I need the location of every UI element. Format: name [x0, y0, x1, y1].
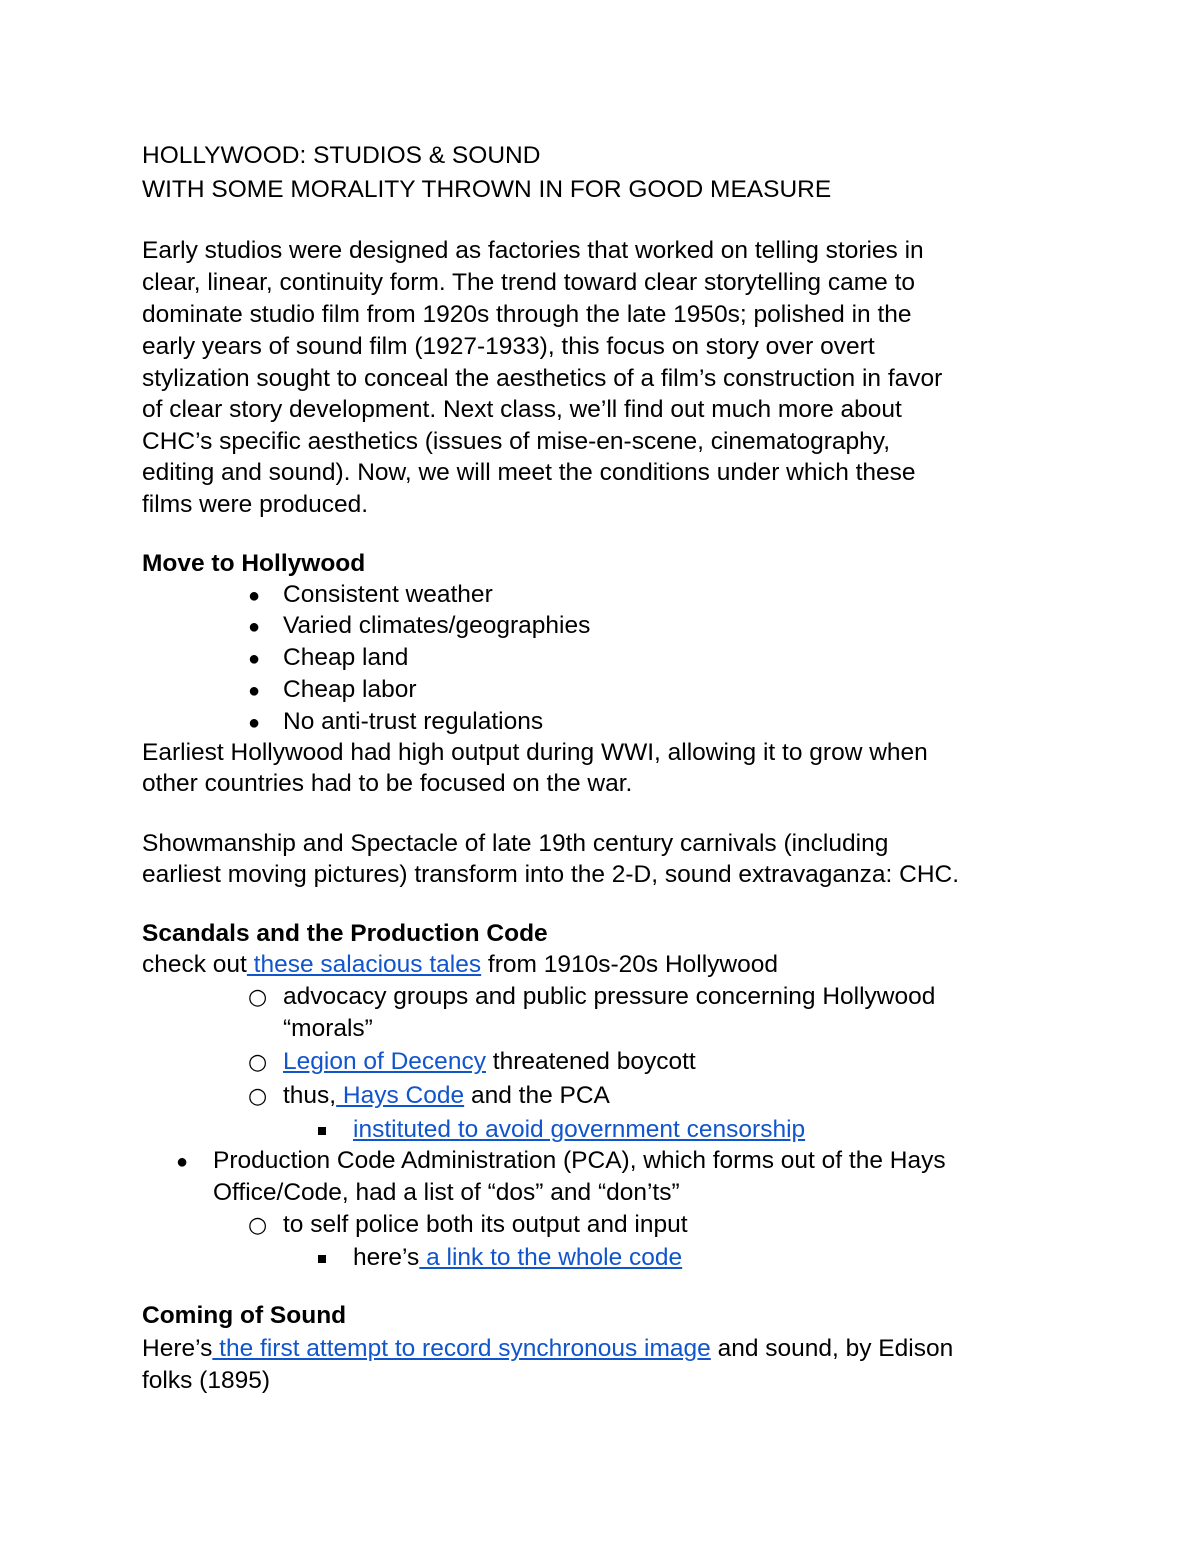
list-item — [353, 1114, 805, 1146]
list-item — [353, 1242, 682, 1274]
sound-line: folks (1895) — [142, 1367, 271, 1394]
intro-line: clear, linear, continuity form. The trend toward clear storytelling came to — [142, 269, 916, 296]
avoid-censorship-link[interactable]: instituted to avoid government censorship — [353, 1116, 806, 1143]
list-item-text: threatened boycott — [485, 1048, 696, 1075]
intro-line: of clear story development. Next class, we’ll find out much more about — [142, 396, 902, 423]
bullet-icon: ● — [248, 616, 261, 638]
list-item-text: here’s — [353, 1244, 420, 1271]
bullet-icon: ● — [176, 1151, 189, 1173]
whole-code-link[interactable]: a link to the whole code — [419, 1244, 683, 1271]
doc-title-line-2: WITH SOME MORALITY THROWN IN FOR GOOD MEASURE — [142, 176, 832, 203]
bullet-icon: ● — [248, 585, 261, 607]
list-item: Cheap land — [283, 644, 409, 671]
section-heading-scandals: Scandals and the Production Code — [142, 920, 548, 947]
list-item: to self police both its output and input — [283, 1211, 688, 1238]
hays-code-link[interactable]: Hays Code — [336, 1082, 465, 1109]
list-item: Consistent weather — [283, 581, 493, 608]
paragraph-line: earliest moving pictures) transform into the 2-D, sound extravaganza: CHC. — [142, 861, 960, 888]
paragraph-line: Showmanship and Spectacle of late 19th century carnivals (including — [142, 830, 889, 857]
list-item: Varied climates/geographies — [283, 612, 591, 639]
synchronous-image-link[interactable]: the first attempt to record synchronous image — [212, 1335, 711, 1362]
list-item — [283, 1046, 696, 1078]
list-item: Cheap labor — [283, 676, 417, 703]
bullet-icon: ● — [248, 712, 261, 734]
salacious-tales-link[interactable]: these salacious tales — [246, 951, 482, 978]
square-bullet-icon — [318, 1242, 326, 1274]
sound-line — [142, 1333, 953, 1365]
list-item: advocacy groups and public pressure concerning Hollywood — [283, 983, 936, 1010]
list-item-text: thus, — [283, 1082, 337, 1109]
intro-line: editing and sound). Now, we will meet the conditions under which these — [142, 459, 916, 486]
intro-line: CHC’s specific aesthetics (issues of mise-en-scene, cinematography, — [142, 428, 891, 455]
paragraph-line: Earliest Hollywood had high output during WWI, allowing it to grow when — [142, 739, 928, 766]
paragraph-line: other countries had to be focused on the war. — [142, 770, 633, 797]
section-heading-sound: Coming of Sound — [142, 1302, 347, 1329]
legion-of-decency-link[interactable]: Legion of Decency — [283, 1048, 486, 1075]
intro-line: Early studios were designed as factories that worked on telling stories in — [142, 237, 924, 264]
doc-title-line-1: HOLLYWOOD: STUDIOS & SOUND — [142, 142, 541, 169]
check-out-line — [142, 949, 778, 981]
check-out-text: check out — [142, 951, 247, 978]
section-heading-move: Move to Hollywood — [142, 550, 366, 577]
intro-line: stylization sought to conceal the aesthetics of a film’s construction in favor — [142, 365, 943, 392]
list-item-continuation: “morals” — [283, 1015, 373, 1042]
bullet-icon: ● — [248, 680, 261, 702]
list-item-text: and the PCA — [464, 1082, 610, 1109]
list-item — [283, 1080, 610, 1112]
intro-line: early years of sound film (1927-1933), this focus on story over overt — [142, 333, 875, 360]
intro-line: dominate studio film from 1920s through the late 1950s; polished in the — [142, 301, 912, 328]
circle-bullet-icon: ○ — [248, 1084, 268, 1109]
intro-line: films were produced. — [142, 491, 369, 518]
sound-text: Here’s — [142, 1335, 213, 1362]
sound-text: and sound, by Edison — [710, 1335, 954, 1362]
square-bullet-icon — [318, 1114, 326, 1146]
circle-bullet-icon: ○ — [248, 985, 268, 1010]
circle-bullet-icon: ○ — [248, 1050, 268, 1075]
check-out-suffix: from 1910s-20s Hollywood — [481, 951, 778, 978]
list-item: No anti-trust regulations — [283, 708, 544, 735]
list-item: Production Code Administration (PCA), which forms out of the Hays — [213, 1147, 946, 1174]
bullet-icon: ● — [248, 648, 261, 670]
list-item-continuation: Office/Code, had a list of “dos” and “don’ts” — [213, 1179, 680, 1206]
circle-bullet-icon: ○ — [248, 1213, 268, 1238]
